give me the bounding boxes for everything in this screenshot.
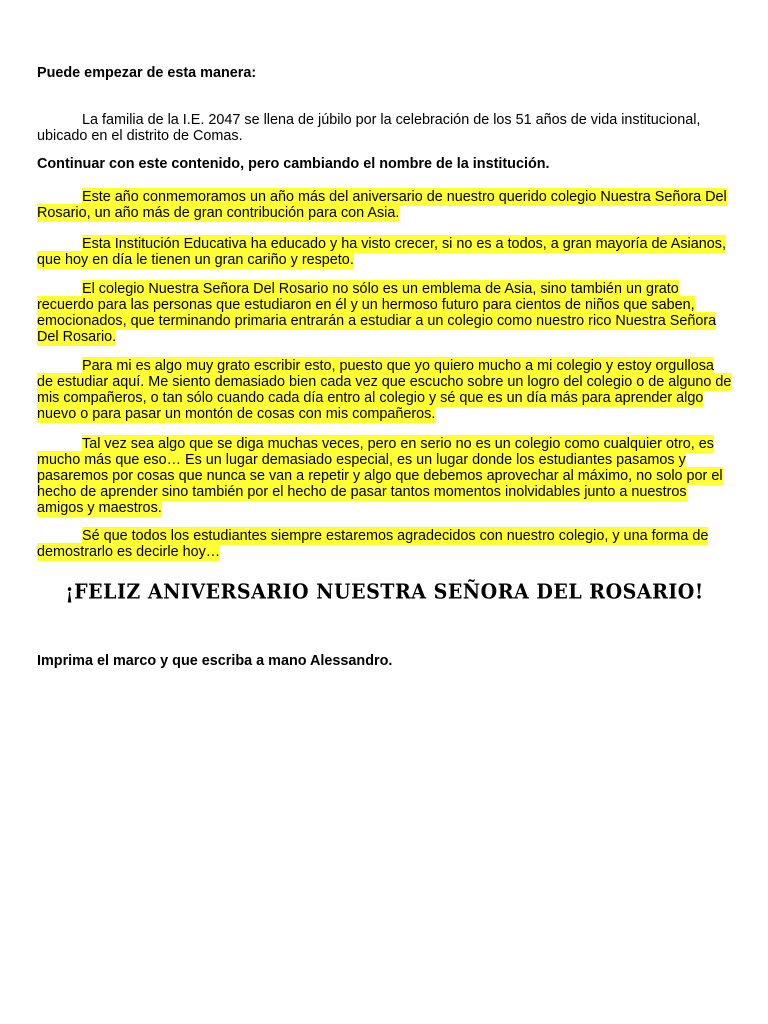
highlighted-text: El colegio Nuestra Señora Del Rosario no sólo es un emblema de Asia, sino también un grato recuerdo para las personas que estudiaron en él y un hermoso futuro para cientos de niños que saben, emocionados, que terminando primaria entrarán a estudiar a un colegio como nuestro rico Nuestra Señora Del Rosario.: [37, 281, 717, 345]
body-paragraph-3: [37, 281, 732, 345]
closing-instruction: Imprima el marco y que escriba a mano Alessandro.: [37, 653, 393, 669]
highlighted-text: Sé que todos los estudiantes siempre estaremos agradecidos con nuestro colegio, y una forma de demostrarlo es decirle hoy…: [37, 528, 709, 560]
celebration-title: ¡FELIZ ANIVERSARIO NUESTRA SEÑORA DEL ROSARIO!: [65, 580, 704, 604]
highlighted-text: Esta Institución Educativa ha educado y ha visto crecer, si no es a todos, a gran mayoría de Asianos, que hoy en día le tienen un gran cariño y respeto.: [37, 236, 726, 268]
body-paragraph-5: [37, 436, 732, 516]
body-paragraph-2: [37, 236, 732, 268]
body-paragraph-6: [37, 528, 732, 560]
body-paragraph-1: [37, 189, 732, 221]
highlighted-text: Tal vez sea algo que se diga muchas veces, pero en serio no es un colegio como cualquier otro, es mucho más que eso… Es un lugar demasiado especial, es un lugar donde los estudiantes pasamos y pasaremos por cosas que nunca se van a repetir y algo que debemos aprovechar al máximo, no solo por el hecho de aprender sino también por el hecho de pasar tantos momentos inolvidables junto a nuestros amigos y maestros.: [37, 436, 723, 516]
highlighted-text: Para mi es algo muy grato escribir esto, puesto que yo quiero mucho a mi colegio y estoy orgullosa de estudiar aquí. Me siento demasiado bien cada vez que escucho sobre un logro del colegio o de alguno de mis compañeros, o tan sólo cuando cada día entro al colegio y sé que es un día más para aprender algo nuevo o para pasar un montón de cosas con mis compañeros.: [37, 358, 732, 422]
intro-paragraph: La familia de la I.E. 2047 se llena de júbilo por la celebración de los 51 años de vida institucional, ubicado en el distrito de Comas.: [37, 112, 701, 144]
intro-label: Puede empezar de esta manera:: [37, 65, 257, 81]
highlighted-text: Este año conmemoramos un año más del aniversario de nuestro querido colegio Nuestra Señora Del Rosario, un año más de gran contribución para con Asia.: [37, 189, 727, 221]
continue-label: Continuar con este contenido, pero cambiando el nombre de la institución.: [37, 156, 550, 172]
body-paragraph-4: [37, 358, 732, 422]
